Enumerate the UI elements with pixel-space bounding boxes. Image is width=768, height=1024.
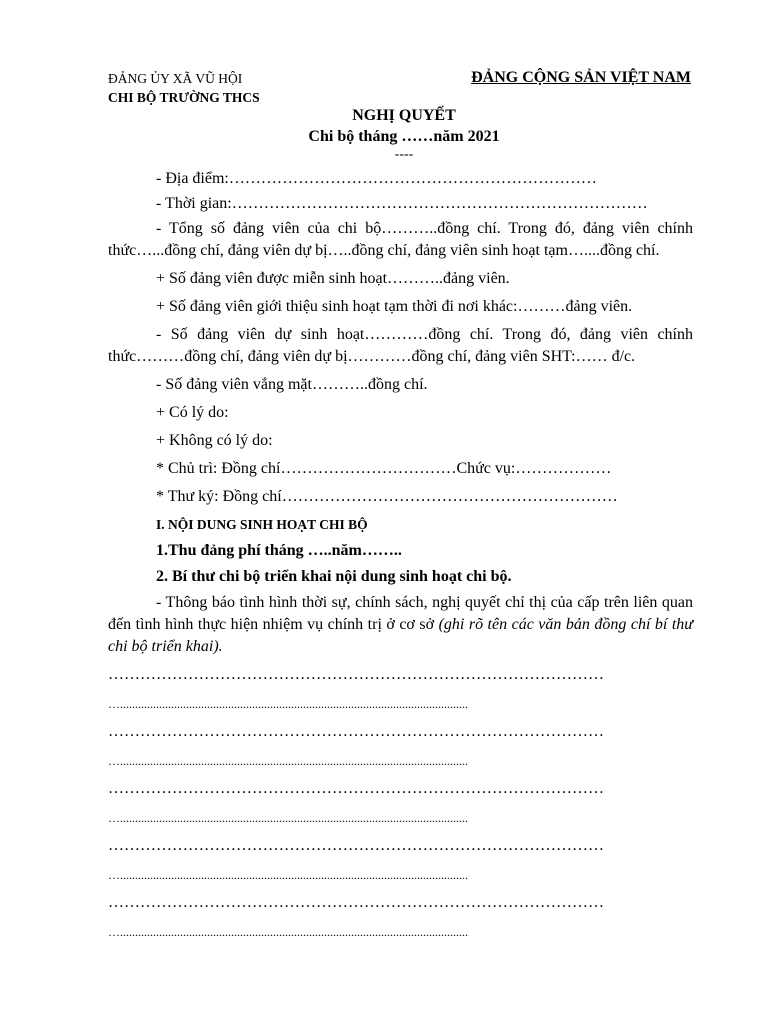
location-line: - Địa điểm:…………………………………………………………… (156, 170, 597, 187)
dot-line: ….................................................................................................................... (108, 810, 468, 825)
notice-text: - Thông báo tình hình thời sự, chính sách, nghị quyết chỉ thị của cấp trên liên quan đến tình hình thực hiện nhiệm vụ chính trị ở cơ sở (108, 594, 693, 633)
issuer-block (108, 69, 260, 107)
total-members-paragraph: - Tổng số đảng viên của chi bộ………..đồng chí. Trong đó, đảng viên chính thức…...đồng chí, đảng viên dự bị…..đồng chí, đảng viên sinh hoạt tạm…....đồng chí. (108, 220, 693, 259)
document-subtitle: Chi bộ tháng ……năm 2021 (308, 128, 500, 145)
dot-line: ………………………………………………………………………………… (108, 723, 604, 740)
dot-line: ………………………………………………………………………………… (108, 837, 604, 854)
with-reason-line: + Có lý do: (156, 404, 229, 421)
dot-line: ….................................................................................................................... (108, 753, 468, 768)
document-title: NGHỊ QUYẾT (352, 107, 456, 124)
chair-line: * Chủ trì: Đồng chí……………………………Chức vụ:……………… (156, 460, 612, 477)
dot-line: ………………………………………………………………………………… (108, 894, 604, 911)
dot-line: ………………………………………………………………………………… (108, 666, 604, 683)
exempt-members-line: + Số đảng viên được miễn sinh hoạt………..đảng viên. (156, 270, 510, 287)
section-heading-1: I. NỘI DUNG SINH HOẠT CHI BỘ (156, 517, 368, 532)
dot-line: ….................................................................................................................... (108, 924, 468, 939)
dot-line: ………………………………………………………………………………… (108, 780, 604, 797)
dot-line: ….................................................................................................................... (108, 696, 468, 711)
secretary-line: * Thư ký: Đồng chí……………………………………………………… (156, 488, 618, 505)
item-heading-2: 2. Bí thư chi bộ triển khai nội dung sinh hoạt chi bộ. (156, 568, 512, 585)
item-heading-1: 1.Thu đảng phí tháng …..năm…….. (156, 542, 402, 559)
notice-note: (ghi rõ tên các văn bản đồng chí bí thư chi bộ triển khai). (108, 616, 694, 655)
absent-members-line: - Số đảng viên vắng mặt………..đồng chí. (156, 376, 428, 393)
time-line: - Thời gian:…………………………………………………………………… (156, 195, 648, 212)
party-name: ĐẢNG CỘNG SẢN VIỆT NAM (471, 69, 691, 86)
dot-line: ….................................................................................................................... (108, 867, 468, 882)
title-separator: ---- (394, 147, 414, 162)
issuer-cell: CHI BỘ TRƯỜNG THCS (108, 90, 260, 105)
referred-members-line: + Số đảng viên giới thiệu sinh hoạt tạm thời đi nơi khác:………đảng viên. (156, 298, 633, 315)
issuer-party-committee: ĐẢNG ỦY XÃ VŨ HỘI (108, 71, 243, 86)
document-body (108, 168, 693, 946)
notice-paragraph (108, 592, 693, 658)
without-reason-line: + Không có lý do: (156, 432, 273, 449)
fill-in-lines (108, 661, 693, 946)
attending-members-paragraph: - Số đảng viên dự sinh hoạt…………đồng chí. Trong đó, đảng viên chính thức………đồng chí, đảng viên dự bị…………đồng chí, đảng viên SHT:…… đ/c. (108, 326, 693, 365)
